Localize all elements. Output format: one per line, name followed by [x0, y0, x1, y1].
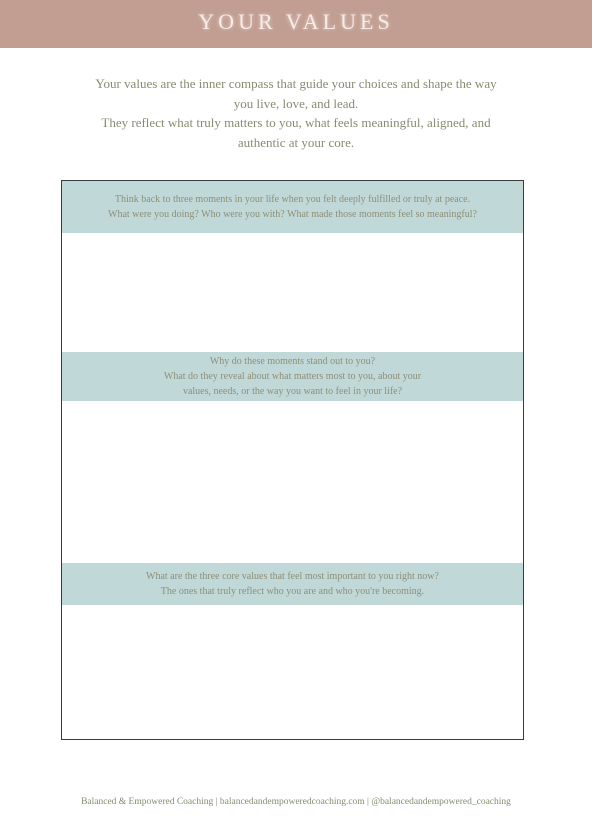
footer: Balanced & Empowered Coaching | balancedandempoweredcoaching.com | @balancedandempowered_coaching — [81, 797, 511, 807]
prompt-why — [62, 352, 523, 401]
intro-line: you live, love, and lead. — [233, 95, 359, 111]
prompt-line: What do they reveal about what matters most to you, about your — [163, 371, 422, 382]
prompt-moments — [62, 181, 523, 233]
worksheet — [61, 180, 524, 740]
prompt-line: Think back to three moments in your life when you felt deeply fulfilled or truly at peace. — [114, 194, 471, 205]
prompt-line: values, needs, or the way you want to feel in your life? — [182, 386, 403, 397]
prompt-line: Why do these moments stand out to you? — [209, 356, 376, 367]
prompt-line: What were you doing? Who were you with? What made those moments feel so meaningful? — [108, 209, 477, 220]
intro-line: Your values are the inner compass that guide your choices and shape the way — [95, 76, 497, 91]
intro-line: They reflect what truly matters to you, what feels meaningful, aligned, and — [101, 115, 491, 130]
intro-line: authentic at your core. — [237, 134, 355, 150]
page-title: YOUR VALUES — [198, 9, 394, 34]
prompt-line: What are the three core values that feel most important to you right now? — [146, 571, 439, 582]
intro-text — [70, 74, 522, 152]
writing-space-moments[interactable] — [62, 233, 523, 352]
writing-space-core-values[interactable] — [62, 605, 523, 739]
header-band — [0, 0, 592, 48]
writing-space-why[interactable] — [62, 401, 523, 563]
prompt-line: The ones that truly reflect who you are and who you're becoming. — [160, 586, 425, 597]
prompt-core-values — [62, 563, 523, 605]
